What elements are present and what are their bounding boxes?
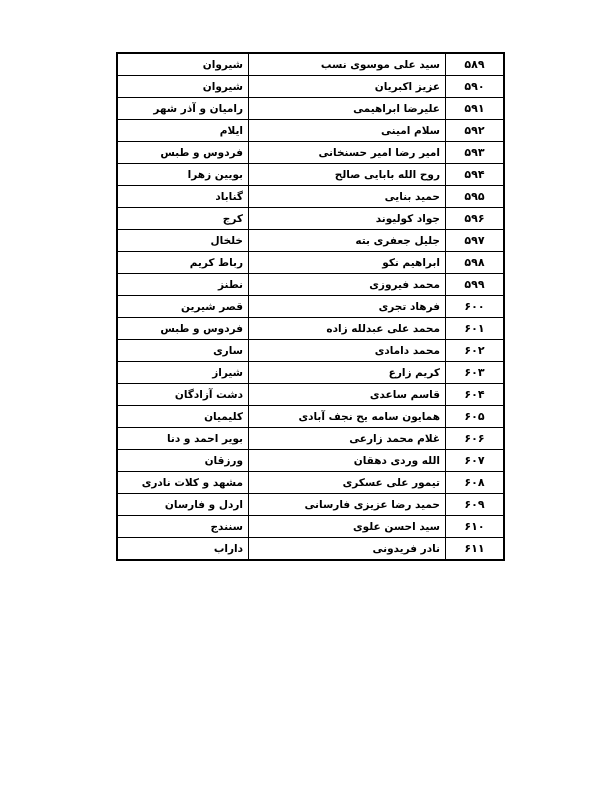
table-row (117, 230, 504, 252)
roster-table (116, 52, 505, 561)
constituency-cell: رامیان و آذر شهر (117, 98, 249, 120)
row-number-cell: ۵۹۷ (446, 230, 505, 252)
constituency-cell: ورزقان (117, 450, 249, 472)
constituency-cell: رباط کریم (117, 252, 249, 274)
row-number-cell: ۶۰۷ (446, 450, 505, 472)
row-number-cell: ۶۰۵ (446, 406, 505, 428)
row-number-cell: ۶۰۲ (446, 340, 505, 362)
person-name-cell: محمد فیروزی (249, 274, 446, 296)
person-name-cell: همایون سامه یح نجف آبادی (249, 406, 446, 428)
row-number-cell: ۶۰۴ (446, 384, 505, 406)
constituency-cell: بویین زهرا (117, 164, 249, 186)
person-name-cell: کریم زارع (249, 362, 446, 384)
constituency-cell: شیروان (117, 53, 249, 76)
person-name-cell: سید علی موسوی نسب (249, 53, 446, 76)
person-name-cell: سلام امینی (249, 120, 446, 142)
person-name-cell: الله وردی دهقان (249, 450, 446, 472)
table-row (117, 296, 504, 318)
row-number-cell: ۵۹۹ (446, 274, 505, 296)
row-number-cell: ۵۹۵ (446, 186, 505, 208)
row-number-cell: ۶۰۸ (446, 472, 505, 494)
person-name-cell: امیر رضا امیر حسنخانی (249, 142, 446, 164)
constituency-cell: دشت آزادگان (117, 384, 249, 406)
table-row (117, 362, 504, 384)
roster-table-body (117, 53, 504, 560)
row-number-cell: ۵۹۰ (446, 76, 505, 98)
constituency-cell: خلخال (117, 230, 249, 252)
person-name-cell: محمد دامادی (249, 340, 446, 362)
person-name-cell: حمید بنایی (249, 186, 446, 208)
person-name-cell: جلیل جعفری بته (249, 230, 446, 252)
person-name-cell: فرهاد تجری (249, 296, 446, 318)
table-row (117, 120, 504, 142)
table-row (117, 472, 504, 494)
constituency-cell: قصر شیرین (117, 296, 249, 318)
row-number-cell: ۵۹۲ (446, 120, 505, 142)
table-row (117, 450, 504, 472)
table-row (117, 142, 504, 164)
row-number-cell: ۶۱۰ (446, 516, 505, 538)
row-number-cell: ۵۹۸ (446, 252, 505, 274)
person-name-cell: غلام محمد زارعی (249, 428, 446, 450)
table-row (117, 164, 504, 186)
table-row (117, 274, 504, 296)
row-number-cell: ۶۰۳ (446, 362, 505, 384)
person-name-cell: قاسم ساعدی (249, 384, 446, 406)
row-number-cell: ۶۰۶ (446, 428, 505, 450)
constituency-cell: کرج (117, 208, 249, 230)
person-name-cell: نادر فریدونی (249, 538, 446, 561)
table-row (117, 340, 504, 362)
row-number-cell: ۶۰۱ (446, 318, 505, 340)
row-number-cell: ۶۰۰ (446, 296, 505, 318)
person-name-cell: عزیز اکبریان (249, 76, 446, 98)
table-row (117, 98, 504, 120)
constituency-cell: فردوس و طبس (117, 318, 249, 340)
table-row (117, 516, 504, 538)
person-name-cell: علیرضا ابراهیمی (249, 98, 446, 120)
row-number-cell: ۶۱۱ (446, 538, 505, 561)
constituency-cell: مشهد و کلات نادری (117, 472, 249, 494)
constituency-cell: شیروان (117, 76, 249, 98)
table-row (117, 53, 504, 76)
table-row (117, 384, 504, 406)
table-row (117, 428, 504, 450)
row-number-cell: ۵۹۴ (446, 164, 505, 186)
constituency-cell: ساری (117, 340, 249, 362)
table-row (117, 406, 504, 428)
row-number-cell: ۵۹۱ (446, 98, 505, 120)
row-number-cell: ۵۸۹ (446, 53, 505, 76)
table-row (117, 252, 504, 274)
person-name-cell: روح الله بابایی صالح (249, 164, 446, 186)
constituency-cell: فردوس و طبس (117, 142, 249, 164)
person-name-cell: سید احسن علوی (249, 516, 446, 538)
person-name-cell: جواد کولیوند (249, 208, 446, 230)
constituency-cell: نطنز (117, 274, 249, 296)
constituency-cell: ایلام (117, 120, 249, 142)
table-row (117, 76, 504, 98)
person-name-cell: حمید رضا عزیزی فارسانی (249, 494, 446, 516)
constituency-cell: داراب (117, 538, 249, 561)
constituency-cell: شیراز (117, 362, 249, 384)
person-name-cell: محمد علی عبدلله زاده (249, 318, 446, 340)
table-row (117, 208, 504, 230)
table-row (117, 186, 504, 208)
row-number-cell: ۵۹۳ (446, 142, 505, 164)
person-name-cell: تیمور علی عسکری (249, 472, 446, 494)
person-name-cell: ابراهیم نکو (249, 252, 446, 274)
constituency-cell: سنندج (117, 516, 249, 538)
row-number-cell: ۶۰۹ (446, 494, 505, 516)
constituency-cell: بویر احمد و دنا (117, 428, 249, 450)
constituency-cell: گناباد (117, 186, 249, 208)
constituency-cell: کلیمیان (117, 406, 249, 428)
table-row (117, 538, 504, 561)
table-row (117, 318, 504, 340)
row-number-cell: ۵۹۶ (446, 208, 505, 230)
constituency-cell: اردل و فارسان (117, 494, 249, 516)
table-row (117, 494, 504, 516)
